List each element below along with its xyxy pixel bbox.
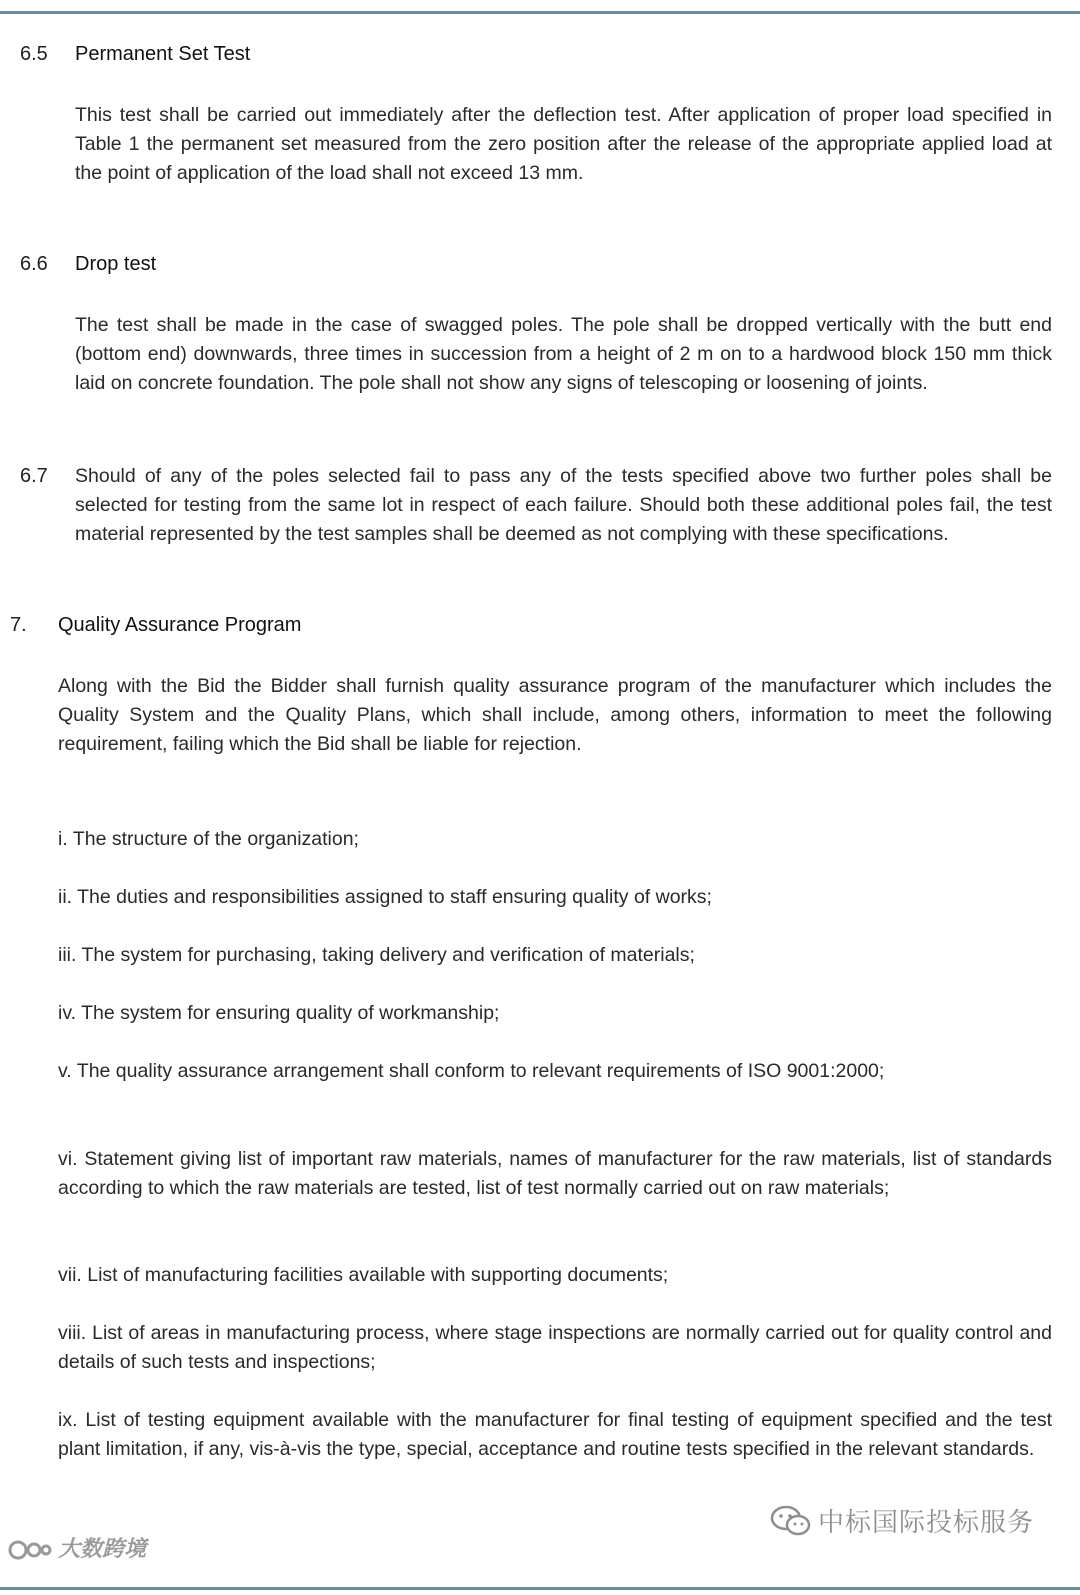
section-intro-7: Along with the Bid the Bidder shall furnish quality assurance program of the manufacturer which includes the Quality System and the Quality Plans, which shall include, among others, information to meet the following requirement, failing which the Bid shall be liable for rejection. [58, 675, 1052, 756]
list-item: iii. The system for purchasing, taking delivery and verification of materials; [58, 944, 695, 966]
list-item: ix. List of testing equipment available with the manufacturer for final testing of equipment specified and the test plant limitation, if any, vis-à-vis the type, special, acceptance and routine tests specified in the relevant standards. [58, 1409, 1052, 1461]
section-title-7: Quality Assurance Program [58, 614, 302, 636]
list-item: v. The quality assurance arrangement shall conform to relevant requirements of ISO 9001:2000; [58, 1060, 885, 1082]
list-item: viii. List of areas in manufacturing process, where stage inspections are normally carried out for quality control and details of such tests and inspections; [58, 1322, 1052, 1374]
section-number-6-7: 6.7 [20, 465, 48, 487]
watermark-right-text: 中标国际投标服务 [818, 1507, 1035, 1537]
list-item: vii. List of manufacturing facilities available with supporting documents; [58, 1264, 669, 1286]
section-body-6-6: The test shall be made in the case of swagged poles. The pole shall be dropped vertically with the butt end (bottom end) downwards, three times in succession from a height of 2 m on to a hardwood block 150 mm thick laid on concrete foundation. The pole shall not show any signs of telescoping or loosening of joints. [75, 314, 1052, 395]
list-item: i. The structure of the organization; [58, 828, 359, 850]
section-body-6-7: Should of any of the poles selected fail to pass any of the tests specified above two further poles shall be selected for testing from the same lot in respect of each failure. Should both these additional poles fail, the test material represented by the test samples shall be deemed as not complying with these specifications. [75, 465, 1052, 546]
list-item: ii. The duties and responsibilities assigned to staff ensuring quality of works; [58, 886, 712, 908]
section-number-7: 7. [10, 614, 27, 636]
list-item: vi. Statement giving list of important raw materials, names of manufacturer for the raw materials, list of standards according to which the raw materials are tested, list of test normally carried out on raw materials; [58, 1148, 1052, 1200]
wechat-logo-icon [770, 1504, 812, 1538]
list-item: iv. The system for ensuring quality of workmanship; [58, 1002, 500, 1024]
watermark-left [8, 1532, 146, 1563]
bottom-rule [0, 1587, 1080, 1590]
top-rule [0, 11, 1080, 14]
section-title-6-5: Permanent Set Test [75, 43, 251, 65]
section-body-6-5: This test shall be carried out immediately after the deflection test. After application of proper load specified in Table 1 the permanent set measured from the zero position after the release of the appropriate applied load at the point of application of the load shall not exceed 13 mm. [75, 104, 1052, 185]
section-number-6-5: 6.5 [20, 43, 48, 65]
watermark-logo-icon [8, 1538, 52, 1562]
section-number-6-6: 6.6 [20, 253, 48, 275]
section-title-6-6: Drop test [75, 253, 157, 275]
watermark-left-text: 大数跨境 [58, 1536, 147, 1561]
watermark-right [770, 1502, 1034, 1539]
